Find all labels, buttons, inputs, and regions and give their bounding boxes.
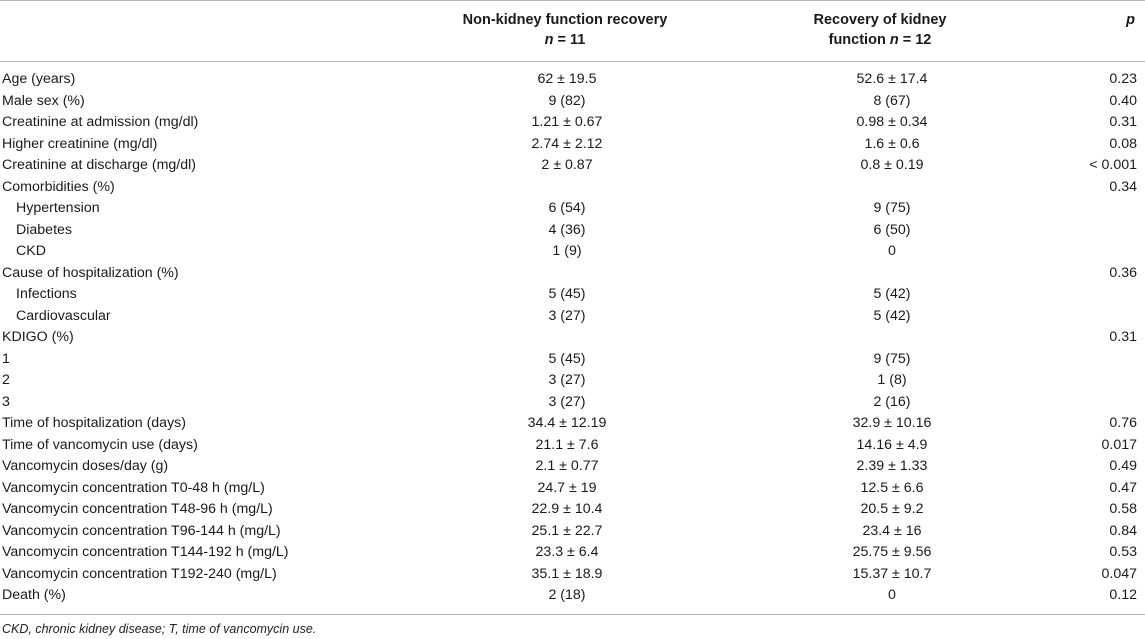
recovery-value: 1.6 ± 0.6 — [864, 135, 920, 152]
p-value — [1052, 370, 1145, 392]
non-recovery-value: 62 ± 19.5 — [537, 71, 597, 87]
table-row — [0, 112, 1145, 134]
table-row — [0, 306, 1145, 328]
non-recovery-value: 5 (45) — [548, 350, 586, 367]
p-value — [1052, 284, 1145, 306]
non-recovery-value: 3 (27) — [548, 307, 586, 324]
table-row — [0, 392, 1145, 414]
table-row — [0, 585, 1145, 607]
p-value — [1052, 306, 1145, 328]
p-value: 0.31 — [1109, 114, 1137, 130]
table-row — [0, 69, 1145, 91]
row-label: Creatinine at discharge (mg/dl) — [2, 157, 196, 173]
table-row — [0, 521, 1145, 543]
p-value: 0.047 — [1101, 565, 1137, 582]
recovery-value: 2.39 ± 1.33 — [856, 458, 928, 474]
row-label: Vancomycin concentration T48-96 h (mg/L) — [2, 501, 273, 517]
row-label: Infections — [16, 286, 77, 302]
table-row — [0, 198, 1145, 220]
table-row — [0, 349, 1145, 371]
non-recovery-value: 34.4 ± 12.19 — [527, 415, 607, 431]
p-value: 0.34 — [1109, 178, 1137, 195]
table-footnote: CKD, chronic kidney disease; T, time of vancomycin use. — [2, 622, 317, 636]
table-row — [0, 435, 1145, 457]
p-value: 0.23 — [1109, 71, 1137, 87]
non-recovery-value: 1 (9) — [552, 243, 582, 259]
table-row — [0, 134, 1145, 156]
non-recovery-value: 1.21 ± 0.67 — [531, 114, 603, 130]
header-non-recovery — [400, 10, 730, 50]
row-label: Hypertension — [16, 200, 100, 216]
p-value: 0.47 — [1109, 479, 1137, 496]
non-recovery-value — [402, 177, 732, 199]
header-recovery-n-label: n — [889, 32, 899, 48]
non-recovery-value: 24.7 ± 19 — [537, 479, 597, 496]
recovery-value: 0 — [888, 587, 896, 603]
recovery-value: 9 (75) — [873, 200, 911, 216]
recovery-value: 0 — [888, 243, 896, 259]
p-value: 0.53 — [1109, 544, 1137, 560]
p-value — [1052, 220, 1145, 242]
table-row — [0, 370, 1145, 392]
row-label: KDIGO (%) — [2, 329, 74, 345]
row-label: Creatinine at admission (mg/dl) — [2, 114, 199, 130]
row-label: Vancomycin concentration T144-192 h (mg/L) — [2, 544, 289, 560]
non-recovery-value: 3 (27) — [548, 393, 586, 410]
table-row — [0, 241, 1145, 263]
p-value: 0.49 — [1109, 458, 1137, 474]
p-value — [1052, 392, 1145, 414]
p-value: 0.017 — [1101, 436, 1137, 453]
recovery-value: 25.75 ± 9.56 — [852, 544, 932, 560]
p-value: 0.12 — [1109, 587, 1137, 603]
non-recovery-value — [402, 263, 732, 285]
bottom-rule — [0, 614, 1145, 615]
recovery-value: 14.16 ± 4.9 — [856, 436, 928, 453]
recovery-value — [732, 327, 1052, 349]
non-recovery-value: 2 (18) — [548, 587, 586, 603]
p-value — [1052, 198, 1145, 220]
recovery-value: 2 (16) — [873, 393, 911, 410]
non-recovery-value: 6 (54) — [548, 200, 586, 216]
table-row — [0, 456, 1145, 478]
row-label: Cause of hospitalization (%) — [2, 264, 179, 281]
table-row — [0, 220, 1145, 242]
non-recovery-value: 22.9 ± 10.4 — [531, 501, 603, 517]
recovery-value: 8 (67) — [873, 92, 911, 109]
p-value: < 0.001 — [1089, 157, 1137, 173]
recovery-value — [732, 263, 1052, 285]
row-label: Comorbidities (%) — [2, 178, 115, 195]
table-row — [0, 564, 1145, 586]
header-recovery-n-value: = 12 — [902, 32, 932, 48]
recovery-value: 1 (8) — [877, 372, 907, 388]
table-row — [0, 413, 1145, 435]
header-p-value: p — [1126, 12, 1135, 28]
table-body — [0, 69, 1145, 607]
row-label: 1 — [2, 350, 10, 367]
non-recovery-value: 2 ± 0.87 — [541, 157, 593, 173]
table-row — [0, 478, 1145, 500]
row-label: Diabetes — [16, 221, 72, 238]
header-non-recovery-n-label: n — [544, 32, 554, 48]
recovery-value: 5 (42) — [873, 307, 911, 324]
p-value: 0.08 — [1109, 135, 1137, 152]
p-value: 0.40 — [1109, 92, 1137, 109]
recovery-value: 20.5 ± 9.2 — [860, 501, 924, 517]
row-label: Higher creatinine (mg/dl) — [2, 135, 158, 152]
non-recovery-value — [402, 327, 732, 349]
table-row — [0, 177, 1145, 199]
recovery-value: 6 (50) — [873, 221, 911, 238]
non-recovery-value: 35.1 ± 18.9 — [531, 565, 603, 582]
table-row — [0, 499, 1145, 521]
row-label: Death (%) — [2, 587, 66, 603]
recovery-value — [732, 177, 1052, 199]
table-row — [0, 284, 1145, 306]
p-value: 0.76 — [1109, 415, 1137, 431]
non-recovery-value: 3 (27) — [548, 372, 586, 388]
data-table — [0, 69, 1145, 607]
row-label: Vancomycin concentration T192-240 (mg/L) — [2, 565, 277, 582]
table-row — [0, 91, 1145, 113]
non-recovery-value: 21.1 ± 7.6 — [535, 436, 599, 453]
header-rule — [0, 61, 1145, 62]
row-label: Cardiovascular — [16, 307, 111, 324]
recovery-value: 9 (75) — [873, 350, 911, 367]
non-recovery-value: 9 (82) — [548, 92, 586, 109]
header-non-recovery-title: Non-kidney function recovery — [462, 12, 668, 28]
row-label: CKD — [16, 243, 46, 259]
non-recovery-value: 4 (36) — [548, 221, 586, 238]
recovery-value: 23.4 ± 16 — [862, 522, 922, 539]
non-recovery-value: 2.74 ± 2.12 — [531, 135, 603, 152]
recovery-value: 0.8 ± 0.19 — [860, 157, 924, 173]
row-label: 2 — [2, 372, 10, 388]
table-row — [0, 263, 1145, 285]
p-value: 0.36 — [1109, 264, 1137, 281]
recovery-value: 5 (42) — [873, 286, 911, 302]
row-label: Age (years) — [2, 71, 76, 87]
non-recovery-value: 25.1 ± 22.7 — [531, 522, 603, 539]
header-non-recovery-n-value: = 11 — [557, 32, 586, 48]
row-label: Time of hospitalization (days) — [2, 415, 186, 431]
table-row — [0, 542, 1145, 564]
row-label: Time of vancomycin use (days) — [2, 436, 198, 453]
recovery-value: 52.6 ± 17.4 — [856, 71, 928, 87]
non-recovery-value: 5 (45) — [548, 286, 586, 302]
header-recovery-title-line2: function — [828, 32, 886, 48]
row-label: Male sex (%) — [2, 92, 85, 109]
top-rule — [0, 0, 1145, 1]
table-row — [0, 327, 1145, 349]
recovery-value: 0.98 ± 0.34 — [856, 114, 928, 130]
recovery-value: 15.37 ± 10.7 — [852, 565, 932, 582]
table-row — [0, 155, 1145, 177]
row-label: 3 — [2, 393, 10, 410]
header-recovery-title: Recovery of kidney — [813, 12, 947, 28]
p-value — [1052, 241, 1145, 263]
recovery-value: 32.9 ± 10.16 — [852, 415, 932, 431]
p-value — [1052, 349, 1145, 371]
p-value: 0.58 — [1109, 501, 1137, 517]
non-recovery-value: 2.1 ± 0.77 — [535, 458, 599, 474]
p-value: 0.31 — [1109, 329, 1137, 345]
row-label: Vancomycin doses/day (g) — [2, 458, 169, 474]
p-value: 0.84 — [1109, 522, 1137, 539]
recovery-value: 12.5 ± 6.6 — [860, 479, 924, 496]
row-label: Vancomycin concentration T96-144 h (mg/L) — [2, 522, 281, 539]
header-recovery — [720, 10, 1040, 50]
row-label: Vancomycin concentration T0-48 h (mg/L) — [2, 479, 265, 496]
non-recovery-value: 23.3 ± 6.4 — [535, 544, 599, 560]
